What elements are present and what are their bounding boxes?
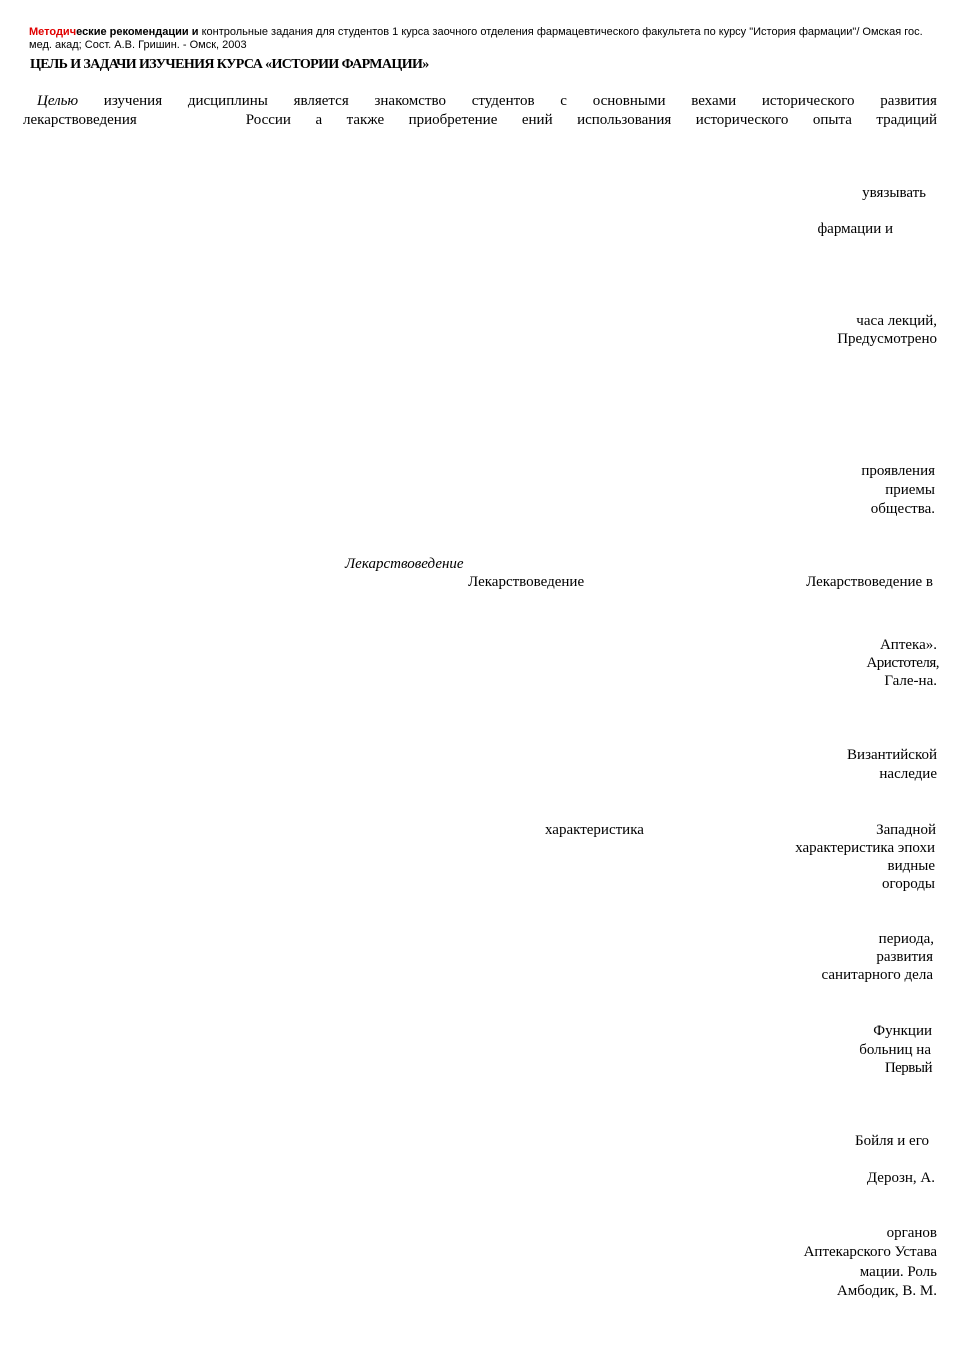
text-fragment: развития [876, 949, 933, 965]
text-fragment: Аптека». [879, 637, 937, 653]
text-fragment: увязывать [862, 185, 926, 201]
intro-word: основными [592, 93, 666, 109]
intro-word: лекарствоведения [23, 112, 137, 128]
text-fragment: наследие [879, 766, 937, 782]
text-fragment: Гале-на. [884, 673, 937, 689]
citation-red-part: Методич [29, 26, 77, 38]
text-fragment: Дерозн, А. [866, 1170, 935, 1186]
page-title: ЦЕЛЬ И ЗАДАЧИ ИЗУЧЕНИЯ КУРСА «ИСТОРИИ ФАРМАЦИИ» [30, 57, 429, 72]
text-fragment: огороды [881, 876, 935, 892]
intro-word: дисциплины [187, 93, 268, 109]
text-fragment: приемы [885, 482, 935, 498]
intro-line-1 [23, 92, 937, 111]
text-fragment: видные [887, 858, 935, 874]
intro-word: вехами [691, 93, 737, 109]
intro-word: приобретение [408, 112, 498, 128]
intro-word: а [315, 112, 323, 128]
intro-word: России [245, 112, 291, 128]
text-fragment: Бойля и его [855, 1133, 929, 1149]
intro-word: исторического [761, 93, 855, 109]
intro-word: с [560, 93, 567, 109]
intro-word: является [293, 93, 349, 109]
text-fragment: мации. Роль [859, 1264, 937, 1280]
intro-word: знакомство [374, 93, 446, 109]
intro-word: изучения [103, 93, 163, 109]
intro-word: студентов [471, 93, 535, 109]
text-fragment: Лекарствоведение в [806, 574, 933, 590]
intro-line-2 [23, 111, 937, 130]
text-fragment: Аристотеля, [866, 655, 939, 671]
text-fragment-italic: Лекарствоведение [345, 556, 464, 572]
text-fragment: фармации и [817, 221, 893, 237]
text-fragment: часа лекций, [856, 313, 937, 329]
citation-rest: контрольные задания для студентов 1 курса заочного отделения фармацевтического факультета по курсу "История фармации"/ Омская гос. мед. акад; Сост. А.В. Гришин. - Омск, 2003 [29, 26, 923, 51]
text-fragment: характеристика [545, 822, 644, 838]
intro-word: ений [521, 112, 553, 128]
text-fragment: больниц на [859, 1042, 931, 1058]
intro-word: традиций [876, 112, 937, 128]
text-fragment: характеристика эпохи [795, 840, 935, 856]
intro-word: также [346, 112, 385, 128]
intro-word: Целью [37, 93, 79, 109]
citation-bold-part: еские рекомендации и [76, 26, 199, 38]
text-fragment: периода, [878, 931, 934, 947]
intro-word: исторического [695, 112, 789, 128]
text-fragment: Лекарствоведение [468, 574, 585, 590]
text-fragment: Функции [873, 1023, 932, 1039]
text-fragment: Западной [876, 822, 936, 838]
intro-paragraph [23, 92, 937, 130]
text-fragment: органов [886, 1225, 937, 1241]
intro-word: опыта [812, 112, 852, 128]
text-fragment: Предусмотрено [837, 331, 937, 347]
intro-word: развития [880, 93, 937, 109]
text-fragment: санитарного дела [821, 967, 933, 983]
text-fragment: общества. [870, 501, 935, 517]
text-fragment: проявления [861, 463, 935, 479]
text-fragment: Амбодик, В. М. [836, 1283, 937, 1299]
intro-word: использования [577, 112, 672, 128]
text-fragment: Византийской [847, 747, 937, 763]
text-fragment: Первый [884, 1060, 932, 1076]
citation-header [29, 26, 941, 52]
text-fragment: Аптекарского Устава [803, 1244, 937, 1260]
